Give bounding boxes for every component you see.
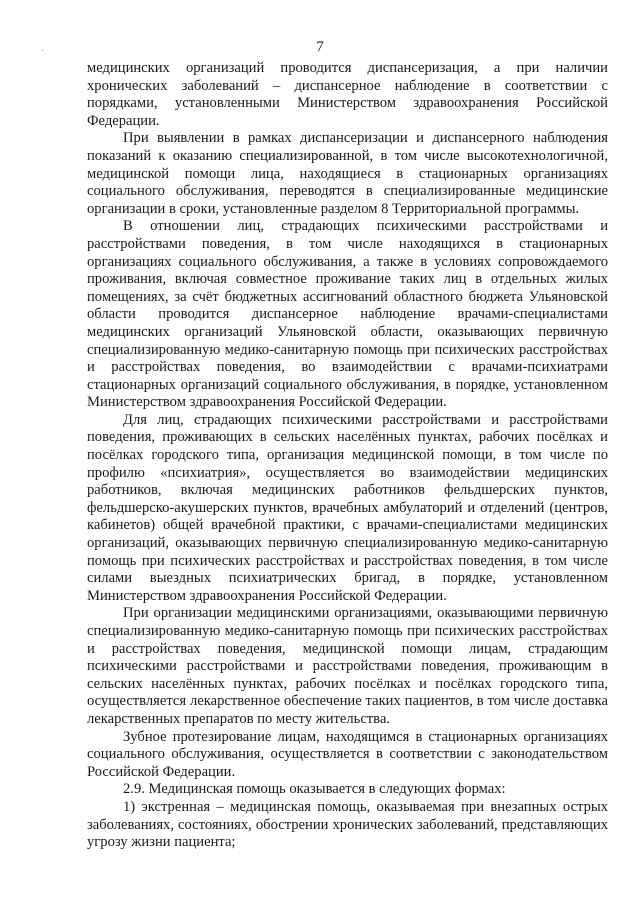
paragraph-continuation: медицинских организаций проводится диспансеризация, а при наличии хронических заболеваний – диспансерное наблюдение в соответствии с порядками, установленными Министерством здравоохранения Российской Федерации. xyxy=(87,60,608,129)
document-body xyxy=(87,60,608,852)
page-number: 7 xyxy=(316,39,324,55)
paragraph-rural-psychiatric-care: Для лиц, страдающих психическими расстройствами и расстройствами поведения, проживающих в сельских населённых пунктах, рабочих посёлках и посёлках городского типа, организация медицинской помощи, в том числе по профилю «психиатрия», осуществляется во взаимодействии медицинских работников, включая медицинских работников фельдшерских пунктов, фельдшерско-акушерских пунктов, врачебных амбулаторий и отделений (центров, кабинетов) общей врачебной практики, с врачами-специалистами медицинских организаций, оказывающих первичную специализированную медико-санитарную помощь при психических расстройствах и расстройствах поведения, в том числе силами выездных психиатрических бригад, в порядке, установленном Министерством здравоохранения Российской Федерации. xyxy=(87,411,608,604)
list-item-emergency-care: 1) экстренная – медицинская помощь, оказываемая при внезапных острых заболеваниях, состояниях, обострении хронических заболеваний, представляющих угрозу жизни пациента; xyxy=(87,798,608,851)
paragraph-dental-prosthetics: Зубное протезирование лицам, находящимся в стационарных организациях социального обслуживания, осуществляется в соответствии с законодательством Российской Федерации. xyxy=(87,728,608,780)
paragraph-transfer-specialized-care: При выявлении в рамках диспансеризации и диспансерного наблюдения показаний к оказанию специализированной, в том числе высокотехнологичной, медицинской помощи лица, находящиеся в стационарных организациях социального обслуживания, переводятся в специализированные медицинские организации в сроки, установленные разделом 8 Территориальной программы. xyxy=(87,130,608,217)
section-2-9-heading: 2.9. Медицинская помощь оказывается в следующих формах: xyxy=(123,781,506,798)
paragraph-medication-supply: При организации медицинскими организациями, оказывающими первичную специализированную медико-санитарную помощь при психических расстройствах и расстройствах поведения, медицинской помощи лицам, страдающим психическими расстройствами и расстройствами поведения, проживающим в сельских населённых пунктах, рабочих посёлках и посёлках городского типа, осуществляется лекарственное обеспечение таких пациентов, в том числе доставка лекарственных препаратов по месту жительства. xyxy=(87,605,608,727)
paragraph-psychiatric-dispensary-observation: В отношении лиц, страдающих психическими расстройствами и расстройствами поведения, в том числе находящихся в стационарных организациях социального обслуживания, а также в условиях сопровождаемого проживания, включая совместное проживание таких лиц в отдельных жилых помещениях, за счёт бюджетных ассигнований областного бюджета Ульяновской области проводится диспансерное наблюдение врачами-специалистами медицинских организаций Ульяновской области, оказывающих первичную специализированную медико-санитарную помощь при психических расстройствах и расстройствах поведения, во взаимодействии с врачами-психиатрами стационарных организаций социального обслуживания, в порядке, установленном Министерством здравоохранения Российской Федерации. xyxy=(87,218,608,411)
